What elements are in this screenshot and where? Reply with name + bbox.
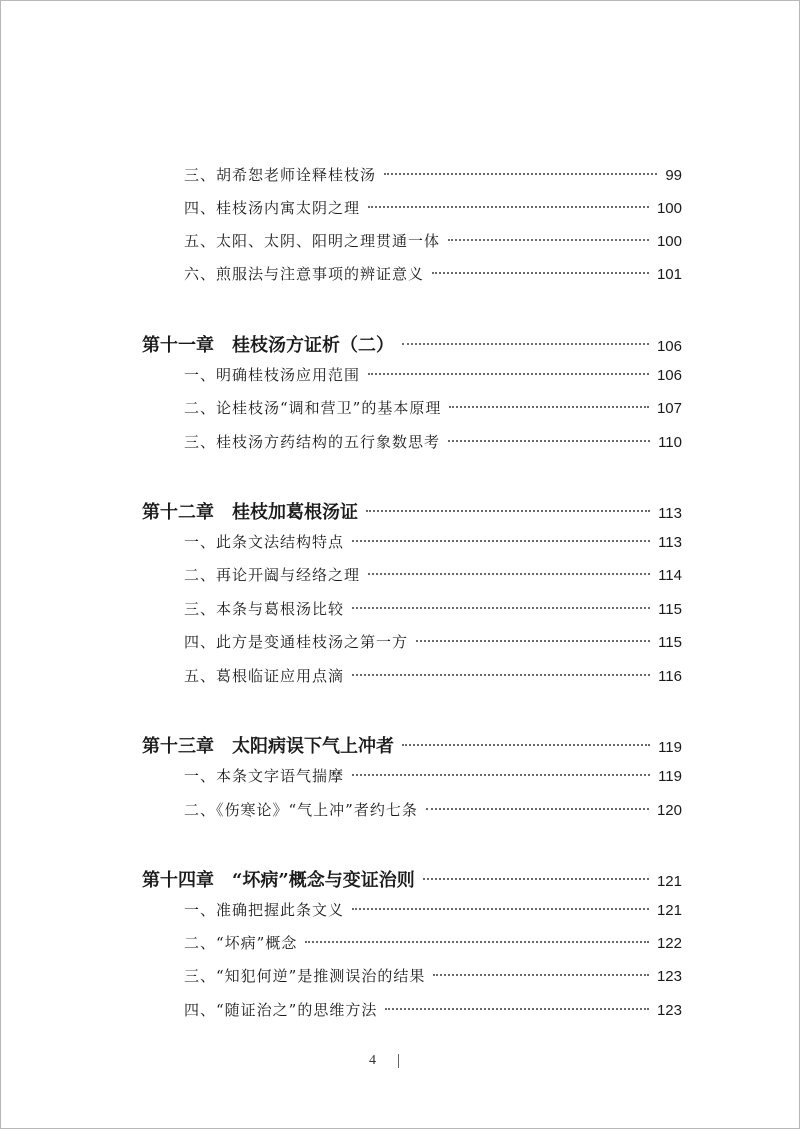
toc-entry-title: 五、葛根临证应用点滴 — [184, 667, 345, 685]
toc-entry-page: 100 — [656, 200, 682, 217]
toc-entry-page: 114 — [658, 567, 682, 584]
chapter-title: “坏病”概念与变证治则 — [232, 870, 415, 891]
dot-leader — [366, 510, 650, 512]
toc-entry-page: 107 — [656, 400, 682, 417]
toc-entry-title: 一、准确把握此条文义 — [184, 901, 345, 919]
toc-entry[interactable] — [184, 164, 682, 185]
toc-entry-page: 119 — [658, 739, 682, 756]
toc-entry-page: 100 — [656, 233, 682, 250]
toc-entry[interactable] — [184, 965, 682, 986]
toc-entry[interactable] — [184, 631, 682, 652]
toc-entry-title: 六、煎服法与注意事项的辨证意义 — [184, 265, 425, 283]
toc-entry[interactable] — [184, 799, 682, 820]
toc-entry-page: 120 — [656, 802, 682, 819]
toc-entry-title: 二、“坏病”概念 — [184, 934, 298, 952]
chapter-number: 第十一章 — [142, 335, 214, 356]
toc-entry[interactable] — [184, 397, 682, 418]
dot-leader — [416, 640, 650, 642]
dot-leader — [402, 744, 650, 746]
toc-entry-page: 121 — [656, 902, 682, 919]
toc-entry[interactable] — [184, 765, 682, 786]
toc-entry[interactable] — [184, 999, 682, 1020]
toc-entry[interactable] — [184, 197, 682, 218]
chapter-title: 桂枝加葛根汤证 — [232, 502, 358, 523]
dot-leader — [384, 173, 657, 175]
toc-entry-title: 三、“知犯何逆”是推测误治的结果 — [184, 967, 426, 985]
toc-entry-title: 一、本条文字语气揣摩 — [184, 767, 345, 785]
dot-leader — [448, 440, 650, 442]
toc-entry[interactable] — [184, 531, 682, 552]
page-number: 4 — [369, 1053, 376, 1068]
dot-leader — [352, 607, 650, 609]
toc-entry-page: 122 — [656, 935, 682, 952]
toc-entry-title: 三、本条与葛根汤比较 — [184, 600, 345, 618]
dot-leader — [352, 774, 650, 776]
chapter-number: 第十二章 — [142, 502, 214, 523]
toc-entry-title: 三、桂枝汤方药结构的五行象数思考 — [184, 433, 441, 451]
dot-leader — [368, 206, 649, 208]
dot-leader — [423, 878, 649, 880]
toc-entry[interactable] — [184, 263, 682, 284]
toc-entry-title: 三、胡希恕老师诠释桂枝汤 — [184, 166, 377, 184]
toc-entry-page: 106 — [656, 367, 682, 384]
toc-entry-page: 101 — [656, 266, 682, 283]
toc-entry-title: 四、桂枝汤内寓太阴之理 — [184, 199, 361, 217]
chapter-number: 第十三章 — [142, 736, 214, 757]
dot-leader — [426, 808, 649, 810]
toc-entry-page: 123 — [656, 1002, 682, 1019]
footer-divider — [398, 1054, 399, 1068]
toc-entry-title: 一、此条文法结构特点 — [184, 533, 345, 551]
dot-leader — [368, 573, 650, 575]
dot-leader — [352, 908, 649, 910]
toc-entry-title: 二、《伤寒论》“气上冲”者约七条 — [184, 801, 418, 819]
toc-entry[interactable] — [184, 431, 682, 452]
toc-entry-title: 二、论桂枝汤“调和营卫”的基本原理 — [184, 399, 442, 417]
toc-entry-page: 116 — [658, 668, 682, 685]
toc-entry-page: 113 — [658, 505, 682, 522]
toc-entry-page: 115 — [658, 634, 682, 651]
dot-leader — [385, 1008, 649, 1010]
toc-entry-title: 二、再论开阖与经络之理 — [184, 566, 361, 584]
toc-entry-page: 121 — [656, 873, 682, 890]
toc-entry-title: 四、“随证治之”的思维方法 — [184, 1001, 378, 1019]
toc-entry-title: 四、此方是变通桂枝汤之第一方 — [184, 633, 409, 651]
toc-entry[interactable] — [184, 564, 682, 585]
toc-entry[interactable] — [184, 665, 682, 686]
dot-leader — [402, 343, 649, 345]
dot-leader — [433, 974, 649, 976]
chapter-title: 桂枝汤方证析（二） — [232, 335, 394, 356]
toc-entry-page: 113 — [658, 534, 682, 551]
toc-entry-title: 五、太阳、太阴、阳明之理贯通一体 — [184, 232, 441, 250]
toc-chapter-entry[interactable] — [142, 732, 682, 758]
dot-leader — [352, 540, 650, 542]
dot-leader — [352, 674, 650, 676]
dot-leader — [449, 406, 649, 408]
toc-entry-page: 119 — [658, 768, 682, 785]
toc-chapter-entry[interactable] — [142, 866, 682, 892]
chapter-number: 第十四章 — [142, 870, 214, 891]
chapter-title: 太阳病误下气上冲者 — [232, 736, 394, 757]
toc-entry[interactable] — [184, 598, 682, 619]
dot-leader — [368, 373, 649, 375]
toc-chapter-entry[interactable] — [142, 498, 682, 524]
dot-leader — [448, 239, 649, 241]
toc-entry-title: 一、明确桂枝汤应用范围 — [184, 366, 361, 384]
page-footer — [369, 1053, 399, 1069]
dot-leader — [305, 941, 649, 943]
toc-entry-page: 123 — [656, 968, 682, 985]
dot-leader — [432, 272, 649, 274]
toc-entry[interactable] — [184, 364, 682, 385]
toc-entry[interactable] — [184, 932, 682, 953]
toc-entry-page: 106 — [656, 338, 682, 355]
toc-entry-page: 99 — [665, 167, 682, 184]
toc-chapter-entry[interactable] — [142, 331, 682, 357]
toc-entry[interactable] — [184, 230, 682, 251]
toc-entry[interactable] — [184, 899, 682, 920]
toc-entry-page: 110 — [658, 434, 682, 451]
toc-entry-page: 115 — [658, 601, 682, 618]
